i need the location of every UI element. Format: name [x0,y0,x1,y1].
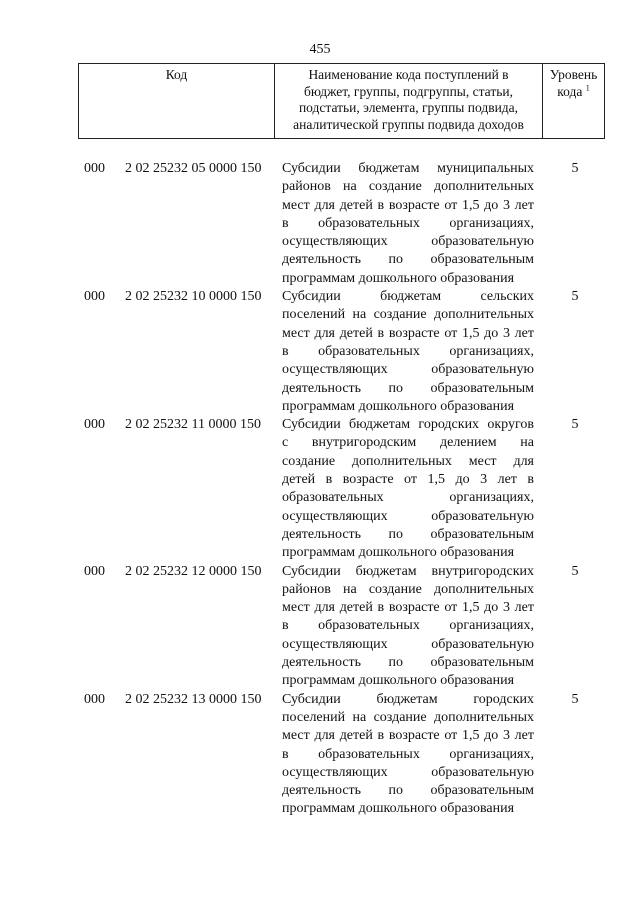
row-level: 5 [571,691,579,707]
table-row [0,691,640,819]
table-row [0,288,640,416]
header-name-line: Наименование кода поступлений в [308,67,509,82]
header-code-label: Код [165,67,188,82]
header-level-line2: кода $^1$ [557,83,590,99]
row-code: 2 02 25232 05 0000 150 [125,161,262,176]
header-level [543,64,604,138]
row-name-line: деятельность по образовательным [282,783,534,799]
row-name-line: осуществляющих образовательную [282,362,534,378]
row-prefix: 000 [84,417,105,433]
row-name-line: программам дошкольного образования [282,398,515,414]
header-name-line: бюджет, группы, подгруппы, статьи, [304,83,513,99]
row-name [282,563,534,691]
row-name-line: деятельность по образовательным [282,252,534,268]
row-name-line: поселений на создание дополнительных [282,709,534,725]
footnote-mark: 1 [585,83,590,92]
row-name [282,416,534,562]
row-name-line: районов на создание дополнительных [282,179,534,195]
row-name-line: мест для детей в возрасте от 1,5 до 3 лет [282,325,534,341]
row-code: 2 02 25232 11 0000 150 [125,417,261,433]
row-name-line: программам дошкольного образования [282,801,515,817]
page-number: 455 [309,42,331,57]
row-prefix: 000 [84,691,105,707]
row-name-line: образовательных организациях, [282,490,534,506]
row-name-line: мест для детей в возрасте от 1,5 до 3 лет [282,600,534,616]
row-name-line: в образовательных организациях, [282,343,534,359]
row-name-line: осуществляющих образовательную [282,764,534,780]
header-level-label: Уровень [549,67,598,82]
row-name [282,160,534,288]
header-name-line: аналитической группы подвида доходов [293,116,524,132]
row-name-line: программам дошкольного образования [282,673,515,689]
row-level: 5 [571,161,579,176]
row-code: 2 02 25232 10 0000 150 [125,289,262,305]
table-header [78,63,605,139]
row-level: 5 [571,563,579,579]
row-name-line: деятельность по образовательным [282,526,534,542]
table-row [0,416,640,562]
row-name-line: Субсидии бюджетам сельских [282,289,534,305]
row-name-line: программам дошкольного образования [282,270,515,286]
row-prefix: 000 [84,289,105,305]
row-name-line: осуществляющих образовательную [282,234,534,250]
row-name-line: поселений на создание дополнительных [282,307,534,323]
header-code [79,64,275,138]
row-name-line: программам дошкольного образования [282,545,515,561]
row-code: 2 02 25232 13 0000 150 [125,691,262,707]
row-name-line: районов на создание дополнительных [282,581,534,597]
row-name-line: детей в возрасте от 1,5 до 3 лет в [282,472,534,488]
row-name-line: осуществляющих образовательную [282,508,534,524]
row-name-line: мест для детей в возрасте от 1,5 до 3 лет [282,197,534,213]
row-name [282,691,534,819]
table-row [0,160,640,288]
row-name-line: в образовательных организациях, [282,746,534,762]
row-name-line: осуществляющих образовательную [282,636,534,652]
row-name-line: в образовательных организациях, [282,618,534,634]
row-level: 5 [571,417,579,433]
row-name-line: Субсидии бюджетам городских [282,691,534,707]
row-name-line: Субсидии бюджетам внутригородских [282,563,534,579]
row-name-line: мест для детей в возрасте от 1,5 до 3 лет [282,728,534,744]
row-name-line: Субсидии бюджетам муниципальных [282,161,534,176]
table-body [0,160,640,819]
row-level: 5 [571,289,579,305]
table-row [0,563,640,691]
row-name-line: деятельность по образовательным [282,655,534,671]
row-code: 2 02 25232 12 0000 150 [125,563,262,579]
row-name-line: деятельность по образовательным [282,380,534,396]
row-name [282,288,534,416]
row-name-line: создание дополнительных мест для [282,453,534,469]
row-name-line: Субсидии бюджетам городских округов [282,417,534,433]
row-name-line: в образовательных организациях, [282,215,534,231]
row-prefix: 000 [84,563,105,579]
header-name-line: подстатьи, элемента, группы подвида, [298,100,519,115]
row-name-line: с внутригородским делением на [282,435,534,451]
header-name [275,64,543,138]
row-prefix: 000 [84,161,105,176]
